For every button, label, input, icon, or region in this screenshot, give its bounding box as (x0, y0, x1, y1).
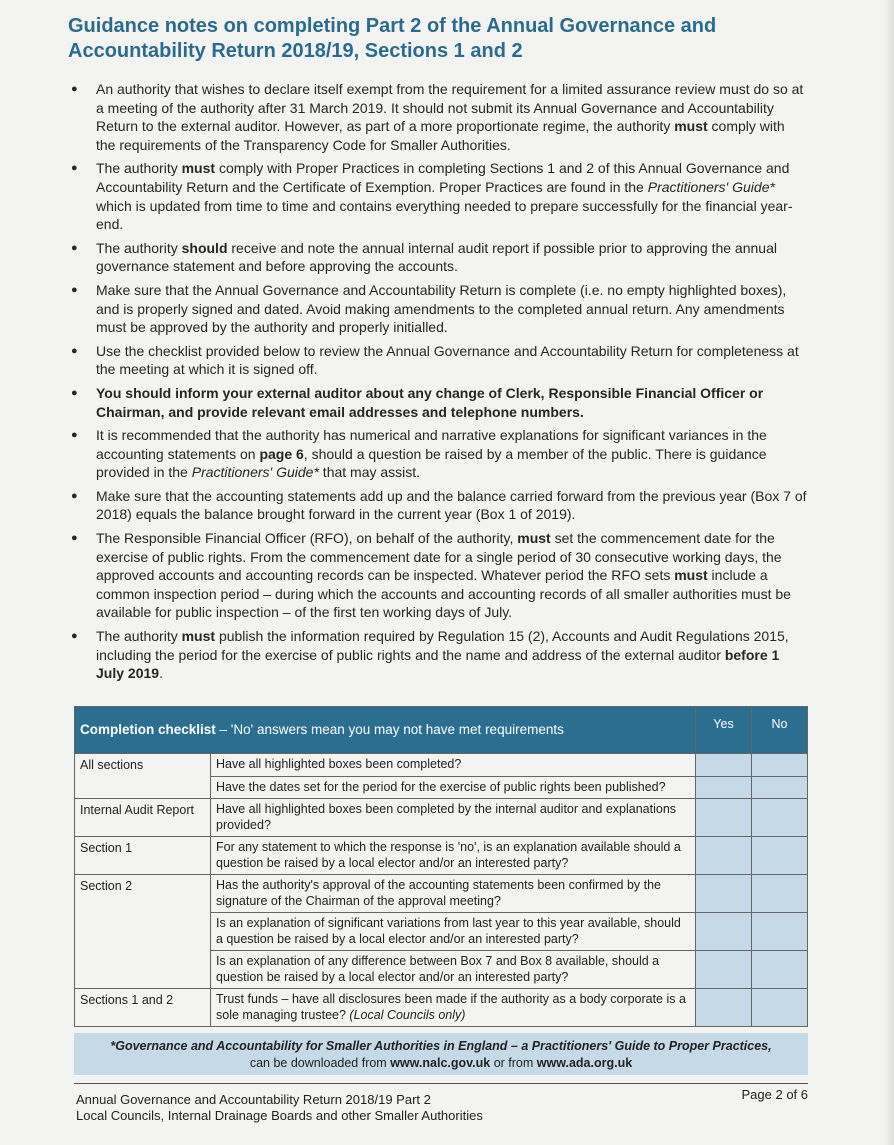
no-answer-box[interactable] (752, 754, 808, 777)
bullet-icon: ● (71, 630, 78, 643)
no-answer-box[interactable] (752, 913, 808, 951)
footer-line-1: Annual Governance and Accountability Return 2018/19 Part 2 (76, 1092, 431, 1107)
table-row (75, 875, 808, 913)
list-item: ● The authority must comply with Proper Practices in completing Sections 1 and 2 of this Annual Governance and Accountability Return and the Certificate of Exemption. Proper Practices are found in the Practitioners' Guide* which is updated from time to time and contains everything needed to prepare successfully for the financial year-end. (71, 160, 793, 233)
page-edge (884, 0, 894, 1145)
practitioners-guide-footnote: *Governance and Accountability for Smaller Authorities in England – a Practitioners' Guide to Proper Practices, can be downloaded from www.nalc.gov.uk or from www.ada.org.uk (74, 1033, 808, 1075)
guidance-list (68, 80, 808, 688)
checklist-question: Is an explanation of any difference between Box 7 and Box 8 available, should a question be raised by a local elector and/or an interested party? (211, 951, 696, 989)
list-item: ● An authority that wishes to declare itself exempt from the requirement for a limited assurance review must do so at a meeting of the authority after 31 March 2019. It should not submit its Annual Governance and Accountability Return to the external auditor. However, as part of a more proportionate regime, the authority must comply with the requirements of the Transparency Code for Smaller Authorities. (71, 81, 804, 153)
checklist-question: Have the dates set for the period for the exercise of public rights been published? (211, 776, 696, 799)
bullet-icon: ● (71, 162, 78, 175)
list-item: ● Make sure that the Annual Governance and Accountability Return is complete (i.e. no empty highlighted boxes), and is properly signed and dated. Avoid making amendments to the completed annual return. Any amendments must be approved by the authority and properly initialled. (71, 281, 787, 336)
yes-answer-box[interactable] (696, 989, 752, 1027)
completion-checklist-table (74, 706, 808, 1027)
bullet-icon: ● (71, 489, 78, 502)
yes-answer-box[interactable] (696, 951, 752, 989)
yes-answer-box[interactable] (696, 875, 752, 913)
no-answer-box[interactable] (752, 799, 808, 837)
bullet-icon: ● (71, 429, 78, 442)
checklist-question: Have all highlighted boxes been completed by the internal auditor and explanations provided? (211, 799, 696, 837)
bullet-icon: ● (71, 83, 78, 95)
section-label: Internal Audit Report (75, 799, 211, 837)
footer-text (76, 1092, 483, 1124)
checklist-header: Completion checklist – 'No' answers mean you may not have met requirements (75, 707, 696, 754)
yes-answer-box[interactable] (696, 837, 752, 875)
section-label: All sections (75, 754, 211, 799)
bullet-icon: ● (71, 386, 78, 399)
bullet-icon: ● (71, 344, 78, 357)
list-item: ● The authority should receive and note the annual internal audit report if possible prior to approving the annual governance statement and before approving the accounts. (71, 239, 777, 275)
list-item: ● Make sure that the accounting statements add up and the balance carried forward from the previous year (Box 7 of 2018) equals the balance brought forward in the current year (Box 1 of 2019). (71, 487, 807, 523)
no-answer-box[interactable] (752, 951, 808, 989)
section-label: Section 2 (75, 875, 211, 989)
yes-answer-box[interactable] (696, 799, 752, 837)
bullet-icon: ● (71, 283, 78, 296)
checklist-header-row (75, 707, 808, 754)
table-row (75, 837, 808, 875)
no-column-header: No (752, 707, 808, 754)
table-row (75, 989, 808, 1027)
list-item: ● You should inform your external auditor about any change of Clerk, Responsible Financial Officer or Chairman, and provide relevant email addresses and telephone numbers. (71, 384, 764, 420)
checklist-question: For any statement to which the response is 'no', is an explanation available should a question be raised by a local elector and/or an interested party? (211, 837, 696, 875)
list-item: ● The authority must publish the information required by Regulation 15 (2), Accounts and Audit Regulations 2015, including the period for the exercise of public rights and the name and address of the external auditor before 1 July 2019. (71, 628, 789, 682)
bullet-icon: ● (71, 241, 78, 254)
footer-line-2: Local Councils, Internal Drainage Boards and other Smaller Authorities (76, 1108, 483, 1123)
list-item: ● It is recommended that the authority has numerical and narrative explanations for significant variances in the accounting statements on page 6, should a question be raised by a member of the public. There is guidance provided in the Practitioners' Guide* that may assist. (71, 427, 767, 481)
bullet-icon: ● (71, 532, 78, 545)
no-answer-box[interactable] (752, 837, 808, 875)
checklist-question: Trust funds – have all disclosures been made if the authority as a body corporate is a sole managing trustee? (Local Councils only) (211, 989, 696, 1027)
section-label: Sections 1 and 2 (75, 989, 211, 1027)
table-row (75, 754, 808, 777)
yes-answer-box[interactable] (696, 913, 752, 951)
checklist-question: Is an explanation of significant variations from last year to this year available, should a question be raised by a local elector and/or an interested party? (211, 913, 696, 951)
no-answer-box[interactable] (752, 776, 808, 799)
yes-answer-box[interactable] (696, 754, 752, 777)
page-title: Guidance notes on completing Part 2 of the Annual Governance and Accountability Return 2018/19, Sections 1 and 2 (68, 15, 717, 62)
nalc-link[interactable]: www.nalc.gov.uk (390, 1056, 491, 1070)
table-row (75, 799, 808, 837)
ada-link[interactable]: www.ada.org.uk (536, 1056, 633, 1070)
checklist-question: Have all highlighted boxes been completed? (211, 754, 696, 777)
footer-divider (74, 1083, 808, 1084)
list-item: ● Use the checklist provided below to review the Annual Governance and Accountability Return for completeness at the meeting at which it is signed off. (71, 342, 799, 378)
yes-column-header: Yes (696, 707, 752, 754)
yes-answer-box[interactable] (696, 776, 752, 799)
list-item: ● The Responsible Financial Officer (RFO), on behalf of the authority, must set the commencement date for the exercise of public rights. From the commencement date for a single period of 30 consecutive working days, the approved accounts and accounting records can be inspected. Whatever period the RFO sets must include a common inspection period – during which the accounts and accounting records of all smaller authorities must be available for public inspection – of the first ten working days of July. (71, 530, 791, 621)
page-number: Page 2 of 6 (741, 1087, 808, 1102)
checklist-question: Has the authority's approval of the accounting statements been confirmed by the signature of the Chairman of the approval meeting? (211, 875, 696, 913)
no-answer-box[interactable] (752, 989, 808, 1027)
section-label: Section 1 (75, 837, 211, 875)
no-answer-box[interactable] (752, 875, 808, 913)
